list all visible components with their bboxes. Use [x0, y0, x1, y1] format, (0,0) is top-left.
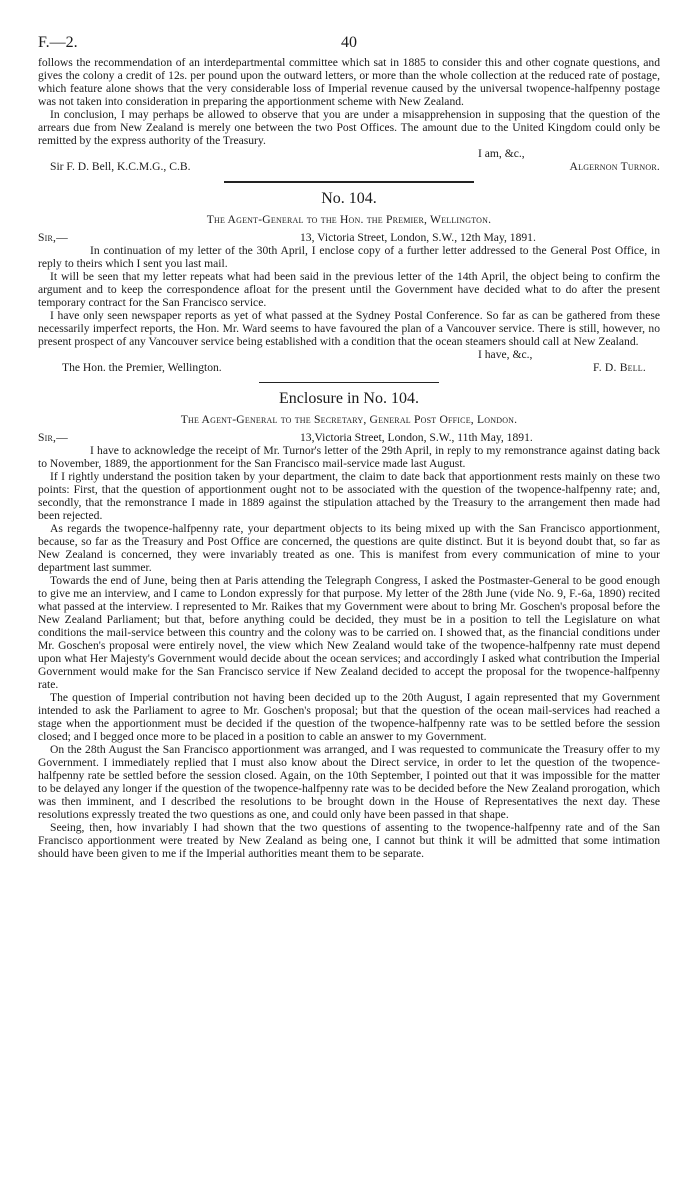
paragraph: The question of Imperial contribution not having been decided up to the 20th August, I again represented that my Government intended to ask the Parliament to agree to Mr. Goschen's proposal; but that the question of the ocean mail-services had reached a stage when the apportionment must be decided if the question of the twopence-halfpenny rate was to be settled before the session closed; and I begged once more to be placed in a position to cable an answer to my Government. — [38, 691, 660, 743]
enclosure-heading: Enclosure in No. 104. — [279, 390, 419, 407]
paragraph: On the 28th August the San Francisco apportionment was arranged, and I was requested to communicate the Treasury offer to my Government. I immediately replied that I must also know about the Direct service, in order to let the question of the twopence-halfpenny rate be settled before the session closed. Again, on the 10th September, I pointed out that it was impossible for the matter to be delayed any longer if the question of the twopence-halfpenny rate was to be decided before the New Zealand prorogation, which was then imminent, and I described the resolutions to be brought down in the House of Representatives the next day. These resolutions expressly treated the two questions as one, and could only have been passed in that shape. — [38, 743, 660, 821]
page-number: 40 — [341, 34, 357, 51]
letter-heading: No. 104. — [321, 190, 377, 207]
salutation-address-line — [38, 231, 660, 244]
addressee-signature-line — [38, 160, 660, 173]
sender-address: 13,Victoria Street, London, S.W., 11th May, 1891. — [300, 431, 533, 444]
salutation-address-line — [38, 431, 660, 444]
paragraph: follows the recommendation of an interdepartmental committee which sat in 1885 to consider this and other cognate questions, and gives the colony a credit of 12s. per pound upon the outward letters, or more than the whole collection at the reduced rate of postage, which feature alone shows that the very considerable loss of Imperial revenue caused by the universal twopence-halfpenny postage was not taken into consideration in preparing the apportionment scheme with New Zealand. — [38, 56, 660, 108]
closing-line — [38, 147, 660, 160]
section-divider — [224, 181, 474, 183]
closing: I am, &c., — [478, 147, 525, 160]
paragraph: I have to acknowledge the receipt of Mr. Turnor's letter of the 29th April, in reply to my remonstrance against dating back to November, 1889, the apportionment for the San Francisco mail-service made last August. — [38, 444, 660, 470]
enclosure-104 — [38, 389, 660, 860]
closing: I have, &c., — [478, 348, 533, 361]
letter-from-to: The Agent-General to the Hon. the Premier, Wellington. — [206, 213, 492, 226]
signature: Algernon Turnor. — [569, 160, 660, 173]
paragraph: In conclusion, I may perhaps be allowed to observe that you are under a misapprehension in supposing that the question of the arrears due from New Zealand is merely one between the two Post Offices. The amount due to the United Kingdom could only be remitted by the express authority of the Treasury. — [38, 108, 660, 147]
paragraph: As regards the twopence-halfpenny rate, your department objects to its being mixed up with the San Francisco apportionment, because, so far as the Treasury and Post Office are concerned, the questions are quite distinct. But it is beyond doubt that, so far as New Zealand is concerned, they were invariably treated as one. This is manifest from every communication of mine to your department last summer. — [38, 522, 660, 574]
salutation: Sir,— — [38, 431, 68, 444]
sender-address: 13, Victoria Street, London, S.W., 12th May, 1891. — [300, 231, 536, 244]
paragraph: Seeing, then, how invariably I had shown that the two questions of assenting to the twopence-halfpenny rate and of the San Francisco apportionment were treated by New Zealand as being one, I cannot but think it will be admitted that some intimation should have been given to me if the Imperial authorities meant them to be separate. — [38, 821, 660, 860]
addressee: Sir F. D. Bell, K.C.M.G., C.B. — [50, 160, 191, 173]
letter-104 — [38, 189, 660, 374]
signature: F. D. Bell. — [593, 361, 646, 374]
paragraph: It will be seen that my letter repeats what had been said in the previous letter of the 14th April, the object being to confirm the argument and to keep the correspondence afloat for the present until the Government have decided what to do after the present temporary contract for the San Francisco service. — [38, 270, 660, 309]
paragraph: In continuation of my letter of the 30th April, I enclose copy of a further letter addressed to the General Post Office, in reply to theirs which I sent you last mail. — [38, 244, 660, 270]
previous-letter-end — [38, 56, 660, 173]
salutation: Sir,— — [38, 231, 68, 244]
paragraph: I have only seen newspaper reports as yet of what passed at the Sydney Postal Conference. So far as can be gathered from these necessarily imperfect reports, the Hon. Mr. Ward seems to have favoured the plan of a Vancouver service. There is still, however, no present prospect of any Vancouver service being established with a condition that the ocean steamers should call at New Zealand. — [38, 309, 660, 348]
page-header — [38, 32, 660, 54]
addressee: The Hon. the Premier, Wellington. — [62, 361, 222, 374]
paragraph: Towards the end of June, being then at Paris attending the Telegraph Congress, I asked the Postmaster-General to be good enough to give me an interview, and I came to London expressly for that purpose. My letter of the 28th June (vide No. 9, F.-6a, 1890) recited what passed at the interview. I represented to Mr. Raikes that my Government were about to bring Mr. Goschen's proposal before the New Zealand Parliament; but that, before anything could be decided, they must be in a position to tell the Legislature on what conditions the mail-service between this country and the colony was to be carried on. I showed that, as the financial conditions under Mr. Goschen's proposal were entirely novel, the view which New Zealand would take of the twopence-halfpenny rate must depend upon what Her Majesty's Government would decide about the ocean services; and accordingly I asked what contribution the Imperial Government would make for the San Francisco service if New Zealand decided to accept the proposal for the twopence-halfpenny rate. — [38, 574, 660, 691]
addressee-signature-line — [38, 361, 660, 374]
section-label: F.—2. — [38, 34, 78, 51]
enclosure-from-to: The Agent-General to the Secretary, General Post Office, London. — [180, 413, 518, 426]
paragraph: If I rightly understand the position taken by your department, the claim to date back that apportionment rests mainly on these two points: First, that the question of apportionment ought not to be associated with the question of the twopence-halfpenny rate; and, secondly, that the remonstrance I made in 1889 against the stipulation attached by the Treasury to the arrangement then made had been rejected. — [38, 470, 660, 522]
closing-line — [38, 348, 660, 361]
section-divider — [259, 382, 439, 383]
